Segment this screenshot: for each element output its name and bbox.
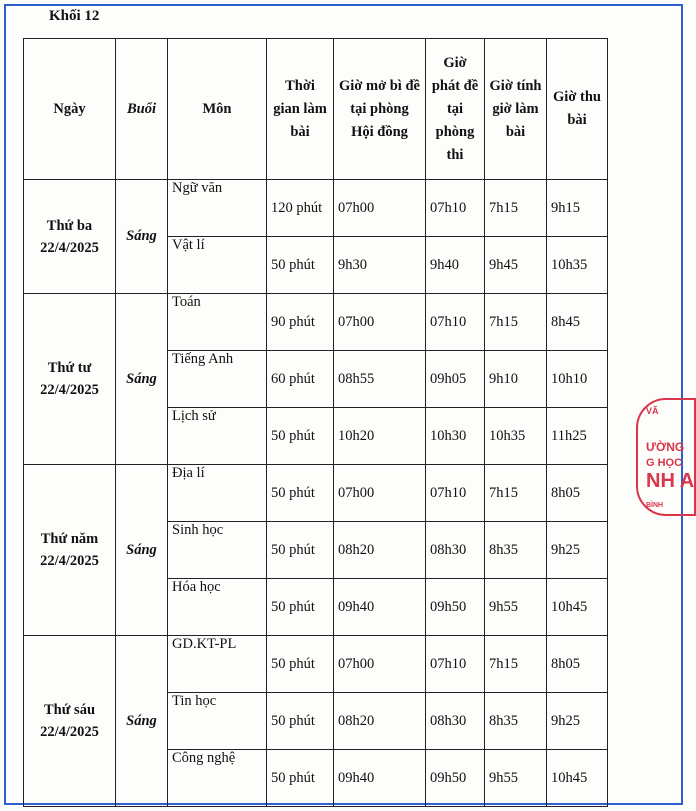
duration-cell: 50 phút [267, 522, 334, 579]
duration-cell: 50 phút [267, 408, 334, 465]
header-day: Ngày [24, 39, 116, 180]
day-date: 22/4/2025 [40, 724, 99, 740]
duration-cell: 50 phút [267, 465, 334, 522]
day-name: Thứ tư [47, 360, 92, 376]
open-time-cell: 07h00 [334, 294, 426, 351]
session-cell: Sáng [116, 636, 168, 807]
day-cell [24, 465, 116, 636]
duration-cell: 50 phút [267, 237, 334, 294]
distribute-time-cell: 07h10 [426, 636, 485, 693]
table-row [24, 465, 608, 522]
exam-schedule-table [23, 38, 608, 807]
open-time-cell: 08h55 [334, 351, 426, 408]
day-cell [24, 636, 116, 807]
stamp-text-3: G HỌC [646, 457, 683, 469]
header-open-time: Giờ mở bì đề tại phòng Hội đồng [334, 39, 426, 180]
open-time-cell: 08h20 [334, 693, 426, 750]
start-time-cell: 10h35 [485, 408, 547, 465]
distribute-time-cell: 09h50 [426, 750, 485, 807]
subject-cell: Công nghệ [168, 750, 267, 807]
subject-cell: Ngữ văn [168, 180, 267, 237]
open-time-cell: 09h40 [334, 750, 426, 807]
session-cell: Sáng [116, 465, 168, 636]
start-time-cell: 9h10 [485, 351, 547, 408]
session-cell: Sáng [116, 180, 168, 294]
subject-cell: Hóa học [168, 579, 267, 636]
distribute-time-cell: 07h10 [426, 294, 485, 351]
start-time-cell: 9h55 [485, 750, 547, 807]
table-row [24, 636, 608, 693]
open-time-cell: 07h00 [334, 636, 426, 693]
day-name: Thứ sáu [43, 702, 96, 718]
subject-cell: Tin học [168, 693, 267, 750]
start-time-cell: 7h15 [485, 294, 547, 351]
day-name: Thứ năm [40, 531, 99, 547]
day-date: 22/4/2025 [40, 382, 99, 398]
start-time-cell: 9h55 [485, 579, 547, 636]
duration-cell: 50 phút [267, 693, 334, 750]
subject-cell: Vật lí [168, 237, 267, 294]
open-time-cell: 07h00 [334, 465, 426, 522]
subject-cell: Địa lí [168, 465, 267, 522]
day-cell [24, 180, 116, 294]
table-row [24, 180, 608, 237]
open-time-cell: 09h40 [334, 579, 426, 636]
header-row [24, 39, 608, 180]
session-cell: Sáng [116, 294, 168, 465]
distribute-time-cell: 07h10 [426, 465, 485, 522]
duration-cell: 50 phút [267, 750, 334, 807]
duration-cell: 120 phút [267, 180, 334, 237]
open-time-cell: 07h00 [334, 180, 426, 237]
collect-time-cell: 8h05 [547, 636, 608, 693]
distribute-time-cell: 10h30 [426, 408, 485, 465]
collect-time-cell: 10h35 [547, 237, 608, 294]
distribute-time-cell: 09h05 [426, 351, 485, 408]
stamp-text-1: VÃ [646, 406, 659, 416]
start-time-cell: 7h15 [485, 180, 547, 237]
collect-time-cell: 8h45 [547, 294, 608, 351]
day-date: 22/4/2025 [40, 239, 99, 256]
start-time-cell: 8h35 [485, 522, 547, 579]
distribute-time-cell: 08h30 [426, 522, 485, 579]
distribute-time-cell: 08h30 [426, 693, 485, 750]
open-time-cell: 10h20 [334, 408, 426, 465]
collect-time-cell: 10h10 [547, 351, 608, 408]
day-name: Thứ ba [46, 217, 93, 234]
table-row [24, 294, 608, 351]
collect-time-cell: 8h05 [547, 465, 608, 522]
duration-cell: 50 phút [267, 579, 334, 636]
day-cell [24, 294, 116, 465]
header-distribute-time: Giờ phát đề tại phòng thi [426, 39, 485, 180]
stamp-text-5: BÌNH [646, 502, 664, 509]
start-time-cell: 7h15 [485, 636, 547, 693]
open-time-cell: 9h30 [334, 237, 426, 294]
subject-cell: Lịch sử [168, 408, 267, 465]
header-session: Buổi [116, 39, 168, 180]
day-date: 22/4/2025 [40, 553, 99, 569]
grade-title: Khối 12 [49, 8, 100, 24]
duration-cell: 50 phút [267, 636, 334, 693]
stamp-text-2: ƯỜNG [646, 440, 685, 454]
start-time-cell: 7h15 [485, 465, 547, 522]
duration-cell: 90 phút [267, 294, 334, 351]
collect-time-cell: 9h15 [547, 180, 608, 237]
subject-cell: GD.KT-PL [168, 636, 267, 693]
start-time-cell: 8h35 [485, 693, 547, 750]
header-collect-time: Giờ thu bài [547, 39, 608, 180]
collect-time-cell: 9h25 [547, 522, 608, 579]
subject-cell: Tiếng Anh [168, 351, 267, 408]
subject-cell: Toán [168, 294, 267, 351]
school-stamp [636, 398, 696, 516]
duration-cell: 60 phút [267, 351, 334, 408]
stamp-text-4: NH A [646, 470, 695, 492]
collect-time-cell: 10h45 [547, 750, 608, 807]
header-start-time: Giờ tính giờ làm bài [485, 39, 547, 180]
collect-time-cell: 11h25 [547, 408, 608, 465]
distribute-time-cell: 09h50 [426, 579, 485, 636]
start-time-cell: 9h45 [485, 237, 547, 294]
header-subject: Môn [168, 39, 267, 180]
collect-time-cell: 10h45 [547, 579, 608, 636]
distribute-time-cell: 9h40 [426, 237, 485, 294]
distribute-time-cell: 07h10 [426, 180, 485, 237]
collect-time-cell: 9h25 [547, 693, 608, 750]
header-duration: Thời gian làm bài [267, 39, 334, 180]
subject-cell: Sinh học [168, 522, 267, 579]
open-time-cell: 08h20 [334, 522, 426, 579]
